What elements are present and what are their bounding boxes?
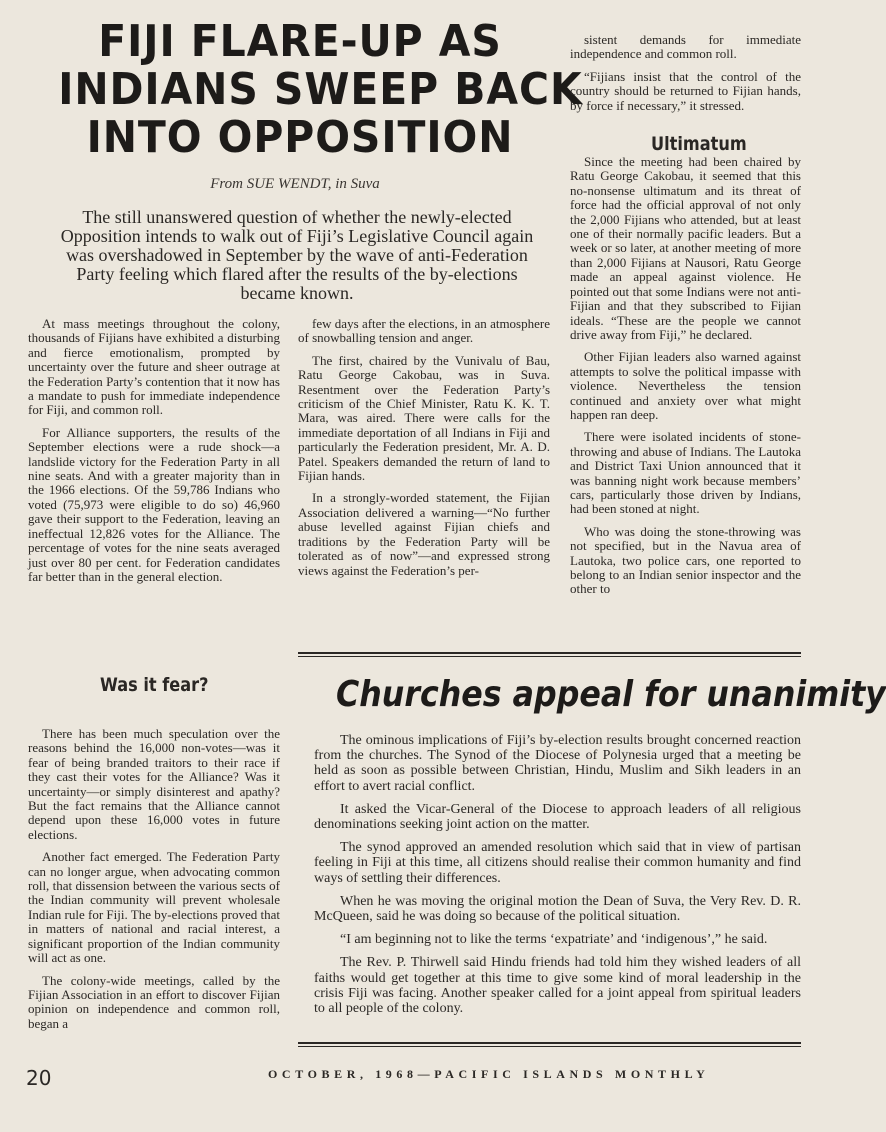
headline-line-2: INDIANS SWEEP BACK (58, 64, 583, 115)
article-column-1-top (28, 317, 280, 592)
paragraph: The synod approved an amended resolution which said that in view of partisan feeling in Fiji at this time, all citizens should realise their common humanity and find ways of settling their differences. (314, 840, 801, 886)
divider-rule (298, 652, 801, 654)
intro-text: The still unanswered question of whether the newly-elected Opposition intends to walk out of Fiji’s Legislative Council again was overshadowed in September by the wave of anti-Federation Party feeling which flared after the results of the by-elections became known. (60, 207, 534, 303)
paragraph: In a strongly-worded statement, the Fijian Association delivered a warning—“No further abuse levelled against Fijian chiefs and traditions by the Federation Party will be tolerated as of now”—and expressed strong views against the Federation’s per- (298, 490, 550, 578)
paragraph: Who was doing the stone-throwing was not specified, but in the Navua area of Lautoka, two police cars, one reported to belong to an Indian senior inspector and the other to (570, 523, 801, 597)
paragraph: For Alliance supporters, the results of the September elections were a rude shock—a landslide victory for the Federation Party in all nine seats. And with a greater majority than in the 1966 elections. Of the 59,786 Indians who voted (75,973 were eligible to do so) 46,960 gave their support to the Federation, leaving an ineffectual 12,826 votes for the Alliance. The percentage of votes for the nine seats averaged just over 80 per cent. for Federation candidates far better than in the general election. (28, 424, 280, 584)
subheading-was-it-fear: Was it fear? (100, 674, 209, 696)
paragraph: few days after the elections, in an atmosphere of snowballing tension and anger. (298, 316, 550, 346)
paragraph: Other Fijian leaders also warned against attempts to solve the political impasse with violence. Nevertheless the tension continued and anxiety over what might happen ran deep. (570, 349, 801, 422)
paragraph: The Rev. P. Thirwell said Hindu friends had told him they wished leaders of all faiths would get together at this time to give some kind of moral leadership in the crisis Fiji was facing. Another speaker called for a joint appeal from spiritual leaders to all people of the colony. (314, 955, 801, 1017)
page-number: 20 (26, 1066, 52, 1090)
paragraph: Another fact emerged. The Federation Party can no longer argue, when advocating common roll, that dissension between the various sects of the Indian community will prevent wholesale Indian rule for Fiji. The by-elections proved that in matters of national and racial interest, a significant proportion of the Indian community will act as one. (28, 849, 280, 966)
paragraph: There has been much speculation over the reasons behind the 16,000 non-votes—was it fear of being branded traitors to their race if they cast their votes for the Alliance? Was it uncertainty—or simply disinterest and apathy? But the fact remains that the Alliance cannot depend upon these 16,000 votes in future elections. (28, 726, 280, 842)
article-column-2 (298, 317, 550, 586)
paragraph: “I am beginning not to like the terms ‘expatriate’ and ‘indigenous’,” he said. (340, 932, 768, 948)
article-column-3 (570, 33, 801, 633)
paragraph: Since the meeting had been chaired by Ratu George Cakobau, it seemed that this no-nonsense ultimatum and its threat of force had the official approval of not only the 2,000 Fijians who attended, but at least one of their normally pacific leaders. But a week or so later, at another meeting of more than 2,000 Fijians at Nausori, Ratu George made an appeal against violence. He pointed out that some Indians were not anti-Fijian and that they subscribed to Fijian ideals. “These are the people we cannot drive away from Fiji,” he declared. (570, 154, 801, 342)
paragraph: sistent demands for immediate independence and common roll. (570, 32, 801, 62)
intro-paragraph (48, 208, 546, 303)
subheading-ultimatum: Ultimatum (651, 133, 747, 155)
headline-line-1: FIJI FLARE-UP AS (98, 16, 502, 67)
footer-running-title: OCTOBER, 1968—PACIFIC ISLANDS MONTHLY (268, 1067, 710, 1081)
paragraph: The first, chaired by the Vunivalu of Bau, Ratu George Cakobau, was in Suva. Resentment over the Federation Party’s criticism of the Chief Minister, Ratu K. K. T. Mara, was aired. There were calls for the immediate deportation of all Indians in Fiji and particularly the Federation president, Mr. A. D. Patel. Speakers demanded the return of land to Fijian hands. (298, 352, 550, 484)
divider-rule (298, 656, 801, 657)
paragraph: There were isolated incidents of stone-throwing and abuse of Indians. The Lautoka and District Taxi Union announced that it was banning night work because members’ cars, particularly those driven by Indians, had been stoned at night. (570, 429, 801, 517)
paragraph: When he was moving the original motion the Dean of Suva, the Very Rev. D. R. McQueen, said he was doing so because of the political situation. (314, 893, 801, 925)
paragraph: At mass meetings throughout the colony, thousands of Fijians have exhibited a disturbing and fierce emotionalism, prompted by uncertainty over the future and sheer outrage at the Federation Party’s contention that it now has a mandate to push for immediate independence for Fiji, and common roll. (28, 316, 280, 418)
headline (58, 16, 583, 163)
article-column-1-bottom (28, 727, 280, 1039)
paragraph: “Fijians insist that the control of the country should be returned to Fijian hands, by force if necessary,” it stressed. (570, 68, 801, 113)
paragraph: The colony-wide meetings, called by the Fijian Association in an effort to discover Fijian opinion on independence and common roll, began a (28, 972, 280, 1031)
divider-rule (298, 1042, 801, 1044)
paragraph: The ominous implications of Fiji’s by-election results brought concerned reaction from the churches. The Synod of the Diocese of Polynesia urged that a meeting be held as soon as possible between Christian, Hindu, Muslim and Sikh leaders in an effort to avert racial conflict. (314, 733, 801, 794)
churches-article (314, 733, 801, 1033)
churches-headline: Churches appeal for unanimity (336, 674, 886, 715)
headline-line-3: INTO OPPOSITION (86, 112, 514, 163)
paragraph: It asked the Vicar-General of the Diocese to approach leaders of all religious denominations seeking joint action on the matter. (314, 801, 801, 833)
divider-rule (298, 1046, 801, 1047)
byline: From SUE WENDT, in Suva (210, 176, 380, 192)
